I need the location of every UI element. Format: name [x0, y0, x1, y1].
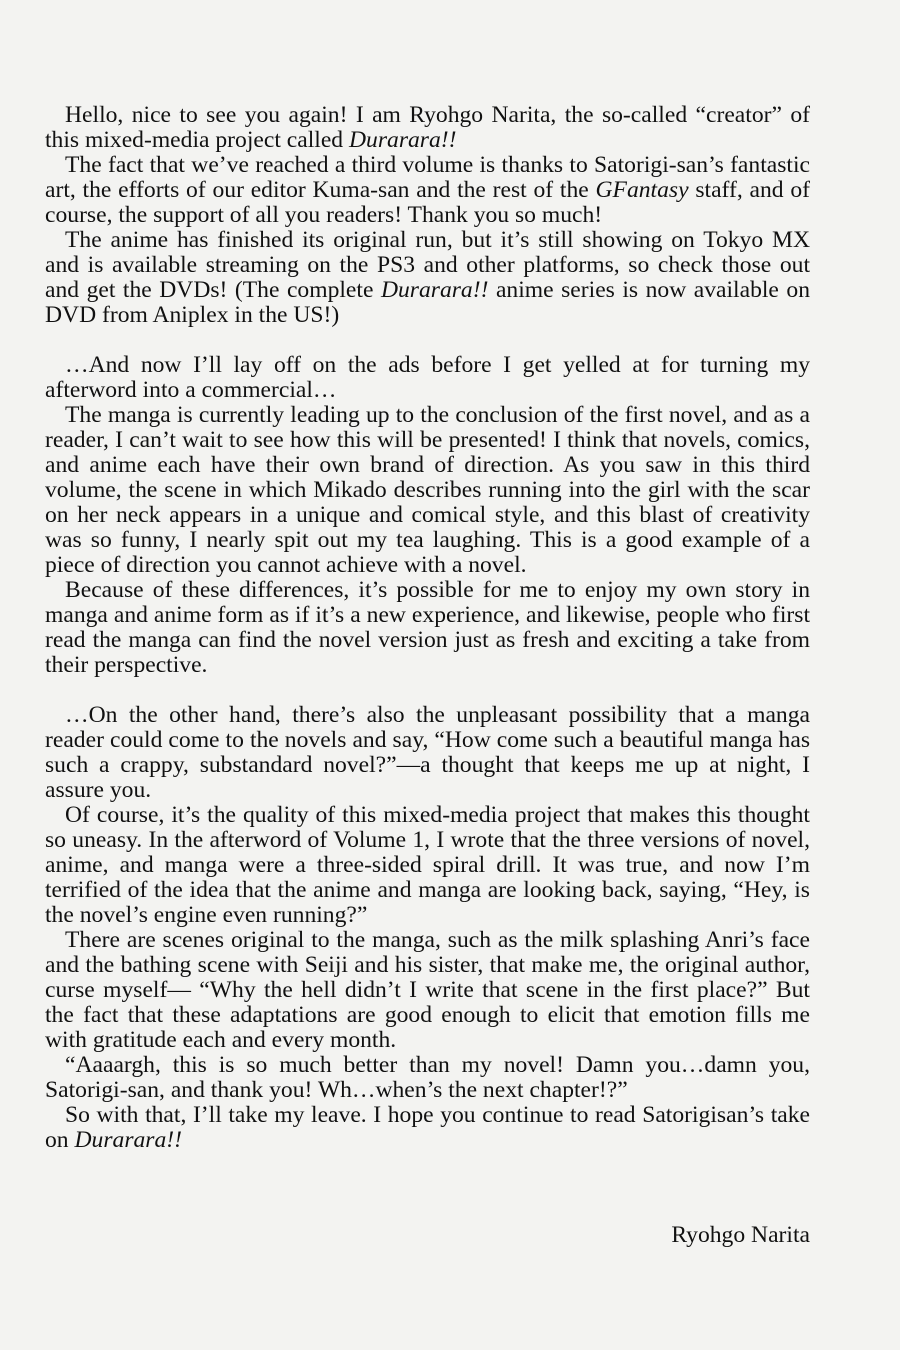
- author-signature: Ryohgo Narita: [671, 1222, 810, 1248]
- paragraph-direction: The manga is currently leading up to the conclusion of the first novel, and as a reader, I can’t wait to see how this will be presented! I think that novels, comics, and anime each have their own brand of direction. As you saw in this third volume, the scene in which Mikado describes running into the girl with the scar on her neck appears in a unique and comical style, and this blast of creativity was so funny, I nearly spit out my tea laughing. This is a good example of a piece of direction you cannot achieve with a novel.: [45, 402, 810, 578]
- paragraph-other-hand: …On the other hand, there’s also the unpleasant possibility that a manga reader could come to the novels and say, “How come such a beautiful manga has such a crappy, substandard novel?”—a thought that keeps me up at night, I assure you.: [45, 702, 810, 803]
- paragraph-greeting: Hello, nice to see you again! I am Ryohgo Narita, the so-called “creator” of this mixed-media project called Durarara!!: [45, 102, 810, 153]
- paragraph-original-scenes: There are scenes original to the manga, such as the milk splashing Anri’s face and the bathing scene with Seiji and his sister, that make me, the original author, curse myself— “Why the hell didn’t I write that scene in the first place?” But the fact that these adaptations are good enough to elicit that emotion fills me with gratitude each and every month.: [45, 927, 810, 1053]
- paragraph-differences: Because of these differences, it’s possible for me to enjoy my own story in manga and anime form as if it’s a new experience, and likewise, people who first read the manga can find the novel version just as fresh and exciting a take from their perspective.: [45, 577, 810, 678]
- paragraph-quality: Of course, it’s the quality of this mixed-media project that makes this thought so uneasy. In the afterword of Volume 1, I wrote that the three versions of novel, anime, and manga were a three-sided spiral drill. It was true, and now I’m terrified of the idea that the anime and manga are looking back, saying, “Hey, is the novel’s engine even running?”: [45, 802, 810, 928]
- paragraph-farewell: So with that, I’ll take my leave. I hope you continue to read Satorigisan’s take on Durarara!!: [45, 1102, 810, 1153]
- paragraph-ads: …And now I’ll lay off on the ads before I get yelled at for turning my afterword into a commercial…: [45, 352, 810, 403]
- paragraph-thanks: The fact that we’ve reached a third volume is thanks to Satorigi-san’s fantastic art, the efforts of our editor Kuma-san and the rest of the GFantasy staff, and of course, the support of all you readers! Thank you so much!: [45, 152, 810, 228]
- afterword-body: [45, 103, 810, 1153]
- paragraph-anime: The anime has finished its original run, but it’s still showing on Tokyo MX and is available streaming on the PS3 and other platforms, so check those out and get the DVDs! (The complete Durarara!! anime series is now available on DVD from Aniplex in the US!): [45, 227, 810, 328]
- paragraph-aaaargh: “Aaaargh, this is so much better than my novel! Damn you…damn you, Satorigi-san, and thank you! Wh…when’s the next chapter!?”: [45, 1052, 810, 1103]
